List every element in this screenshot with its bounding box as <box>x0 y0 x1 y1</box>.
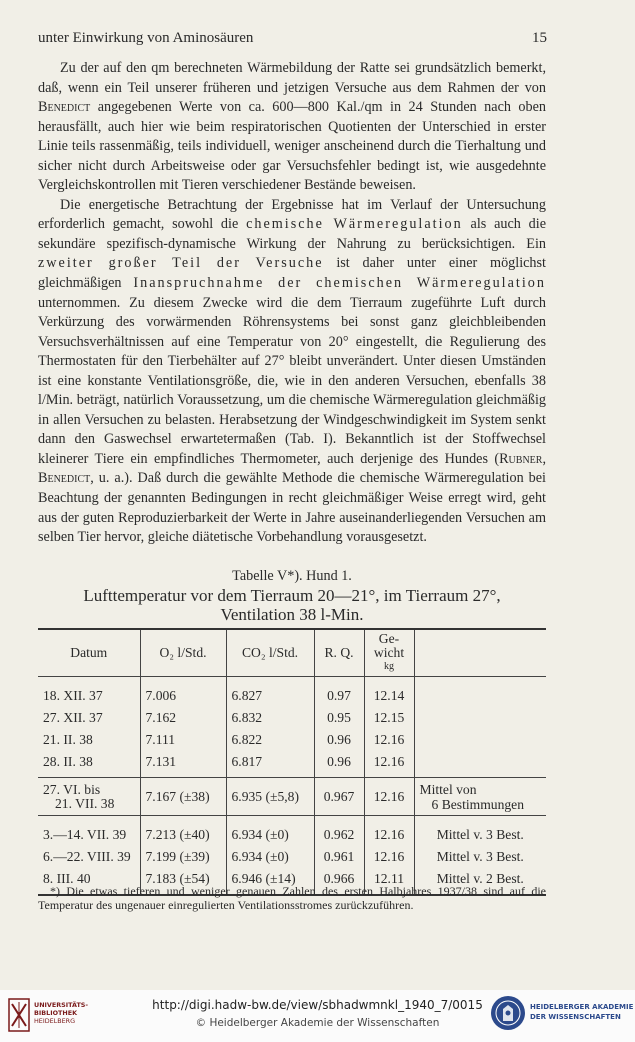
cell-datum: 28. II. 38 <box>38 751 140 778</box>
cell-o2: 7.167 (±38) <box>140 778 226 816</box>
cell-rq: 0.96 <box>314 729 364 751</box>
cell-rq: 0.966 <box>314 868 364 895</box>
table-title-line-2: Ventilation 38 l-Min. <box>220 605 364 624</box>
paragraph-2-part-a: Die energetische Betrachtung der Ergebnisse hat im Verlauf der Untersuchung erforderlich gemacht, sowohl die <box>38 196 546 233</box>
cell-datum <box>38 778 140 816</box>
header-gewicht-line-1: Ge- <box>378 631 400 646</box>
header-gewicht-unit: kg <box>384 661 394 672</box>
permalink[interactable]: http://digi.hadw-bw.de/view/sbhadwmnkl_1940_7/0015 <box>152 998 483 1012</box>
cell-rq: 0.962 <box>314 816 364 847</box>
cell-remark <box>414 729 546 751</box>
academy-seal-icon <box>490 995 526 1031</box>
copyright-notice: © Heidelberger Akademie der Wissenschaften <box>195 1017 440 1029</box>
cell-gewicht: 12.11 <box>364 868 414 895</box>
emphasis-spaced: Inanspruchnahme der chemischen Wärmeregulation <box>133 275 546 292</box>
cell-co2: 6.832 <box>226 707 314 729</box>
header-o2: O₂ l/Std. <box>140 629 226 677</box>
cell-o2: 7.131 <box>140 751 226 778</box>
table-row <box>38 846 546 868</box>
paragraph-2-part-b: als auch die sekundäre spezifisch-dynamische Wirkung der Nahrung zu berücksichtigen. Ein <box>38 216 547 252</box>
header-rq: R. Q. <box>314 629 364 677</box>
cell-datum-line-2: 21. VII. 38 <box>55 795 115 811</box>
cell-rq: 0.96 <box>314 751 364 778</box>
paragraph-1 <box>38 59 546 196</box>
digitization-footer <box>0 990 635 1042</box>
cell-co2: 6.827 <box>226 677 314 708</box>
table-title <box>38 586 546 624</box>
table-row <box>38 778 546 816</box>
cell-gewicht: 12.14 <box>364 677 414 708</box>
cell-datum: 21. II. 38 <box>43 732 93 747</box>
paragraph-2-part-e: , u. a.). Daß durch die gewählte Methode die chemische Wärmeregulation bei Beachtung der genannten Bedingungen in recht gleichmäßiger Weise erregt wird, geht aus der guten Reproduzierbarkeit der Werte in Jahre auseinanderliegenden Versuchen am selben Tier hervor, gleiche diätetische Vorbehandlung vorausgesetzt. <box>38 470 546 546</box>
running-header <box>38 30 547 47</box>
header-gewicht-line-2: wicht <box>373 645 405 660</box>
cell-remark <box>414 677 546 708</box>
table-footnote: *) Die etwas tieferen und weniger genauen Zahlen des ersten Halbjahres 1937/38 sind auf die Temperatur des ungenauer einregulierten Ventilationsstromes zurückzuführen. <box>38 884 546 912</box>
author-name: Benedict <box>38 470 91 487</box>
cell-remark: Mittel v. 2 Best. <box>414 868 546 895</box>
cell-gewicht: 12.16 <box>364 816 414 847</box>
cell-co2: 6.817 <box>226 751 314 778</box>
library-line-3: HEIDELBERG <box>34 1017 76 1025</box>
cell-gewicht: 12.16 <box>364 751 414 778</box>
table-row <box>38 729 546 751</box>
cell-gewicht: 12.15 <box>364 707 414 729</box>
cell-gewicht: 12.16 <box>364 729 414 751</box>
table-row <box>38 816 546 847</box>
academy-line-1: HEIDELBERGER AKADEMIE <box>530 1003 634 1011</box>
cell-o2: 7.162 <box>140 707 226 729</box>
cell-o2: 7.183 (±54) <box>140 868 226 895</box>
cell-remark-line-1: Mittel von <box>419 781 477 797</box>
separator: , <box>542 450 546 467</box>
academy-line-2: DER WISSENSCHAFTEN <box>530 1013 621 1021</box>
library-line-2: BIBLIOTHEK <box>34 1009 78 1017</box>
cell-co2: 6.935 (±5,8) <box>226 778 314 816</box>
emphasis-spaced: chemische Wärmeregulation <box>246 216 463 233</box>
data-table <box>38 628 546 896</box>
cell-gewicht: 12.16 <box>364 846 414 868</box>
page-number: 15 <box>532 30 547 46</box>
table-caption: Tabelle V*). Hund 1. <box>232 568 352 584</box>
cell-gewicht: 12.16 <box>364 778 414 816</box>
paragraph-2 <box>38 196 546 548</box>
author-name: Rubner <box>499 450 543 467</box>
academy-name <box>530 1002 633 1022</box>
paragraph-2-part-d: unternommen. Zu diesem Zwecke wird die dem Tierraum zugeführte Luft durch Verkürzung des vorwärmenden Röhrensystems bei sonst ganz gleichbleibenden Versuchsverhältnissen auf eine Temperatur von 20° eingestellt, die Regulierung des Thermostaten für den Tierbehälter auf 27° bleibt unverändert. Unter diesen Umständen ist eine konstante Ventilationsgröße, die, wie in den anderen Versuchen, ebenfalls 38 l/Min. beträgt, natürlich Voraussetzung, um die chemische Wärmeregulation gleichmäßig in allen Versuchen zu belasten. Herabsetzung der Windgeschwindigkeit im System senkt dann den Gaswechsel erwartetermaßen (Tab. I). Bekanntlich ist der Stoffwechsel kleinerer Tiere ein empfindliches Thermometer, auch derjenige des Hundes ( <box>38 294 546 467</box>
cell-o2: 7.111 <box>140 729 226 751</box>
author-name: Benedict <box>38 99 91 116</box>
cell-co2: 6.934 (±0) <box>226 846 314 868</box>
cell-o2: 7.213 (±40) <box>140 816 226 847</box>
header-gewicht <box>364 629 414 677</box>
paragraph-2-part-c: ist daher unter einer möglichst gleichmäßigen <box>38 255 546 292</box>
table-row <box>38 707 546 729</box>
paragraph-1-part-a: Zu der auf den qm berechneten Wärmebildung der Ratte sei grundsätzlich bemerkt, daß, wenn ein Teil unserer früheren und jetzigen Versuche aus dem Rahmen der von <box>38 60 546 96</box>
cell-co2: 6.822 <box>226 729 314 751</box>
cell-o2: 7.199 (±39) <box>140 846 226 868</box>
cell-co2: 6.946 (±14) <box>226 868 314 895</box>
header-datum: Datum <box>38 629 140 677</box>
cell-datum: 8. III. 40 <box>38 868 140 895</box>
table-row <box>38 677 546 708</box>
cell-rq: 0.97 <box>314 677 364 708</box>
paragraph-1-part-b: angegebenen Werte von ca. 600—800 Kal./qm in 24 Stunden nach oben herausfällt, auch hier wie beim respiratorischen Quotienten der Unterschied in erster Linie teils rassenmäßig, teils individuell, weniger anscheinend durch die Tierhaltung und sicher nicht durch Arbeitsweise oder gar Versuchsfehler bedingt ist, wie ausgedehnte Vergleichskontrollen mit Tieren verschiedener Bestände beweisen. <box>38 99 546 194</box>
emphasis-spaced: zweiter großer Teil der Versuche <box>38 255 324 272</box>
cell-remark-line-2: 6 Bestimmungen <box>431 796 525 812</box>
cell-datum-line-1: 27. VI. bis <box>43 781 101 797</box>
cell-rq: 0.961 <box>314 846 364 868</box>
running-title: unter Einwirkung von Aminosäuren <box>38 30 254 46</box>
cell-remark <box>414 778 546 816</box>
cell-datum: 3.—14. VII. 39 <box>43 827 127 842</box>
cell-o2: 7.006 <box>140 677 226 708</box>
cell-co2: 6.934 (±0) <box>226 816 314 847</box>
cell-rq: 0.967 <box>314 778 364 816</box>
cell-remark: Mittel v. 3 Best. <box>414 816 546 847</box>
cell-remark <box>414 707 546 729</box>
table-title-line-1: Lufttemperatur vor dem Tierraum 20—21°, im Tierraum 27°, <box>83 586 501 605</box>
cell-remark <box>414 751 546 778</box>
body-text <box>38 59 546 548</box>
cell-remark: Mittel v. 3 Best. <box>414 846 546 868</box>
library-line-1: UNIVERSITÄTS- <box>34 1001 89 1009</box>
cell-datum: 18. XII. 37 <box>43 688 103 703</box>
cell-datum: 6.—22. VIII. 39 <box>43 849 131 864</box>
table-header-row <box>38 629 546 677</box>
table-row <box>38 751 546 778</box>
cell-rq: 0.95 <box>314 707 364 729</box>
header-co2: CO₂ l/Std. <box>226 629 314 677</box>
header-remark <box>414 629 546 677</box>
cell-datum: 27. XII. 37 <box>43 710 103 725</box>
